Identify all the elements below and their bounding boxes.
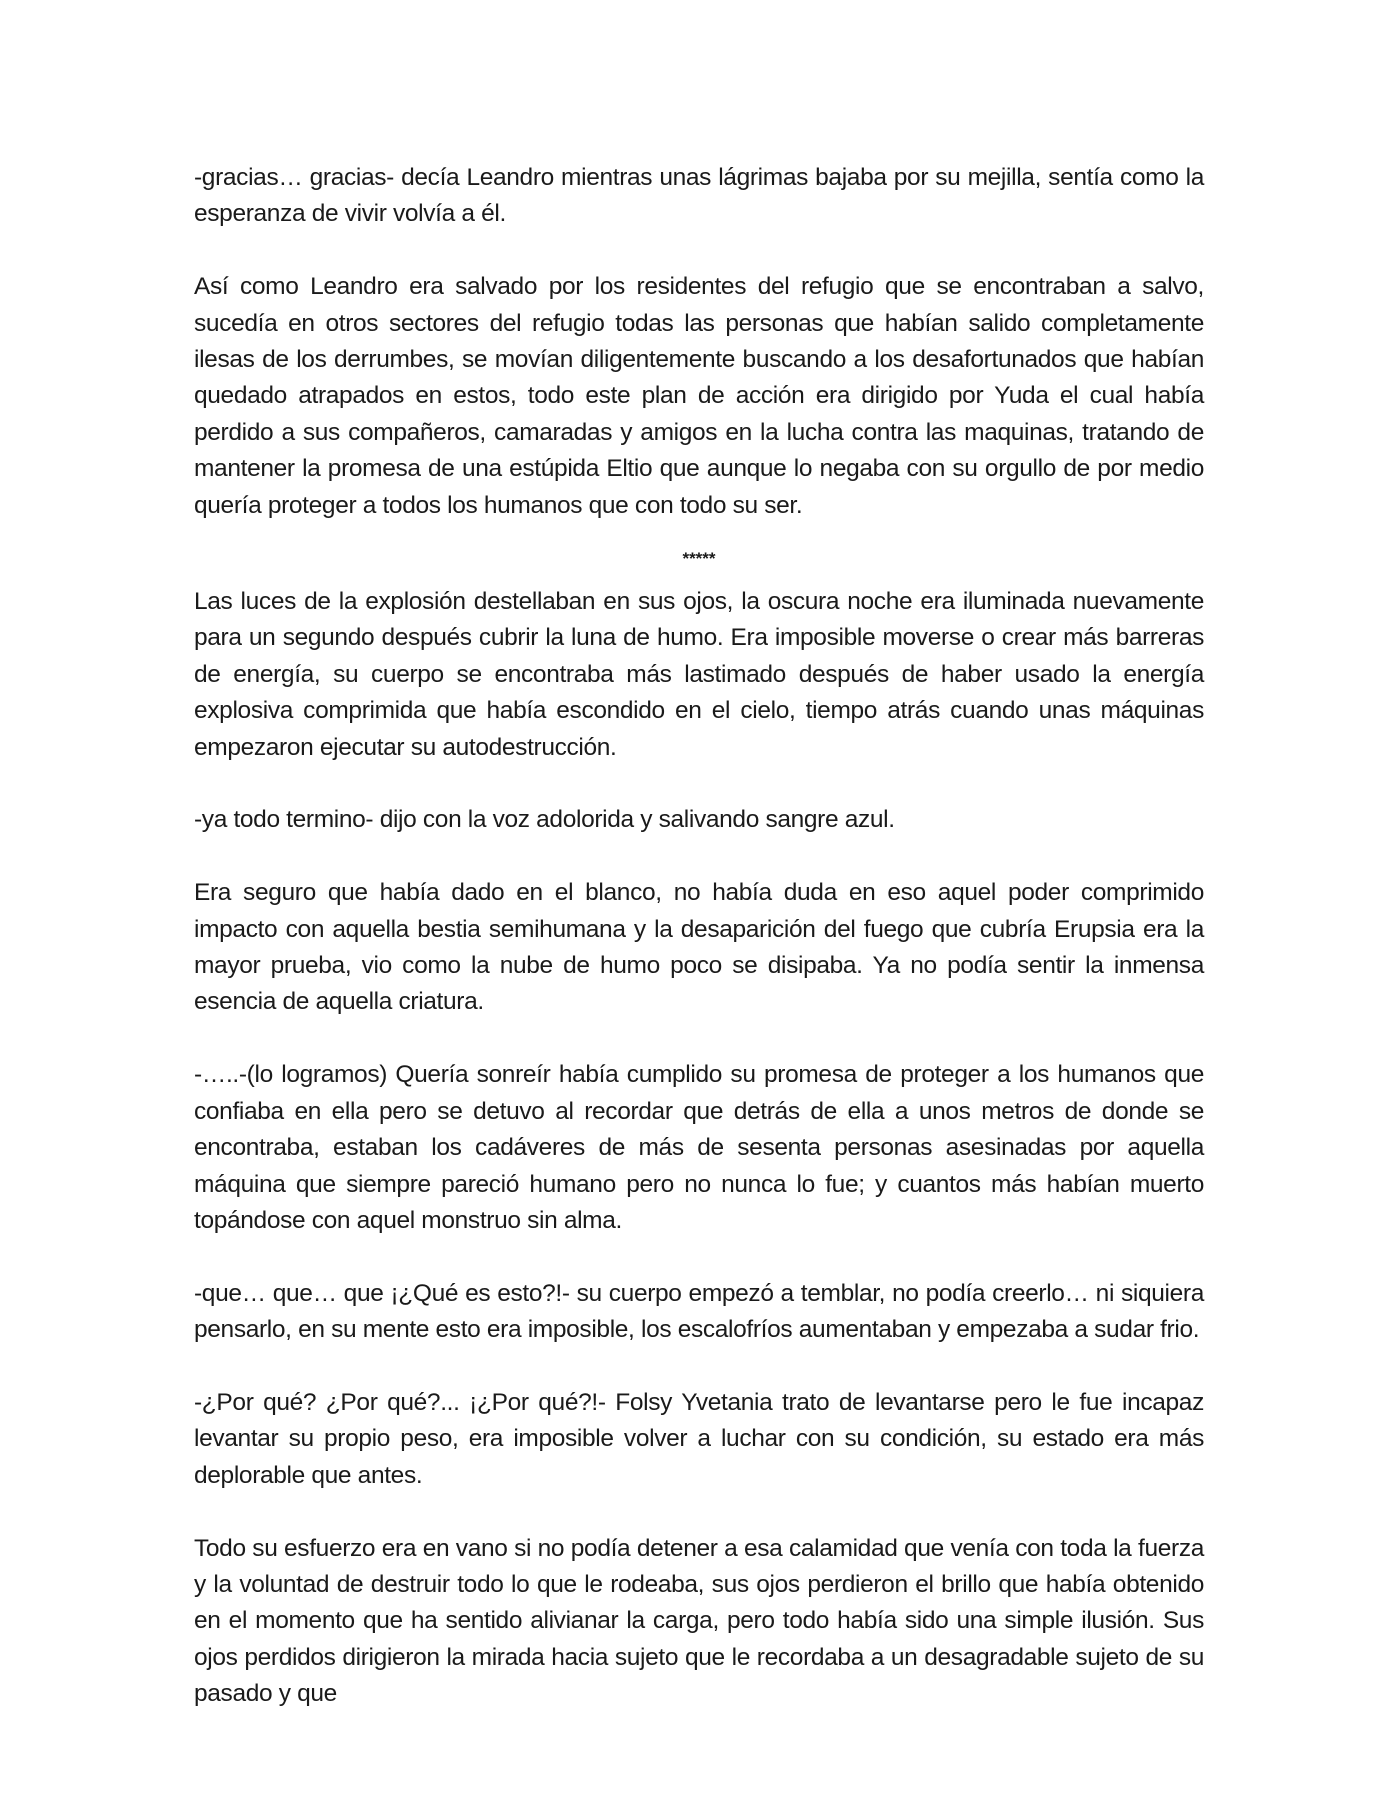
paragraph-2: Así como Leandro era salvado por los residentes del refugio que se encontraban a salvo, sucedía en otros sectores del refugio todas las personas que habían salido completamente ilesas de los derrumbes, se movían diligentemente buscando a los desafortunados que habían quedado atrapados en estos, todo este plan de acción era dirigido por Yuda el cual había perdido a sus compañeros, camaradas y amigos en la lucha contra las maquinas, tratando de mantener la promesa de una estúpida Eltio que aunque lo negaba con su orgullo de por medio quería proteger a todos los humanos que con todo su ser.: [194, 273, 1204, 519]
scene-separator: *****: [682, 549, 716, 569]
paragraph-5: Era seguro que había dado en el blanco, no había duda en eso aquel poder comprimido impacto con aquella bestia semihumana y la desaparición del fuego que cubría Erupsia era la mayor prueba, vio como la nube de humo poco se disipaba. Ya no podía sentir la inmensa esencia de aquella criatura.: [194, 879, 1204, 1016]
paragraph-6: -…..-(lo logramos) Quería sonreír había cumplido su promesa de proteger a los humanos que confiaba en ella pero se detuvo al recordar que detrás de ella a unos metros de donde se encontraba, estaban los cadáveres de más de sesenta personas asesinadas por aquella máquina que siempre pareció humano pero no nunca lo fue; y cuantos más habían muerto topándose con aquel monstruo sin alma.: [194, 1061, 1204, 1234]
paragraph-9: Todo su esfuerzo era en vano si no podía detener a esa calamidad que venía con toda la fuerza y la voluntad de destruir todo lo que le rodeaba, sus ojos perdieron el brillo que había obtenido en el momento que ha sentido alivianar la carga, pero todo había sido una simple ilusión. Sus ojos perdidos dirigieron la mirada hacia sujeto que le recordaba a un desagradable sujeto de su pasado y que: [194, 1534, 1204, 1708]
paragraph-8: -¿Por qué? ¿Por qué?... ¡¿Por qué?!- Folsy Yvetania trato de levantarse pero le fue incapaz levantar su propio peso, era imposible volver a luchar con su condición, su estado era más deplorable que antes.: [194, 1388, 1204, 1489]
paragraph-3: Las luces de la explosión destellaban en sus ojos, la oscura noche era iluminada nuevamente para un segundo después cubrir la luna de humo. Era imposible moverse o crear más barreras de energía, su cuerpo se encontraba más lastimado después de haber usado la energía explosiva comprimida que había escondido en el cielo, tiempo atrás cuando unas máquinas empezaron ejecutar su autodestrucción.: [194, 588, 1204, 761]
paragraph-7: -que… que… que ¡¿Qué es esto?!- su cuerpo empezó a temblar, no podía creerlo… ni siquiera pensarlo, en su mente esto era imposible, los escalofríos aumentaban y empezaba a sudar frio.: [194, 1279, 1204, 1344]
paragraph-4: -ya todo termino- dijo con la voz adolorida y salivando sangre azul.: [194, 806, 895, 834]
paragraph-1: -gracias… gracias- decía Leandro mientras unas lágrimas bajaba por su mejilla, sentía como la esperanza de vivir volvía a él.: [194, 164, 1204, 228]
document-page: [194, 160, 1204, 1713]
